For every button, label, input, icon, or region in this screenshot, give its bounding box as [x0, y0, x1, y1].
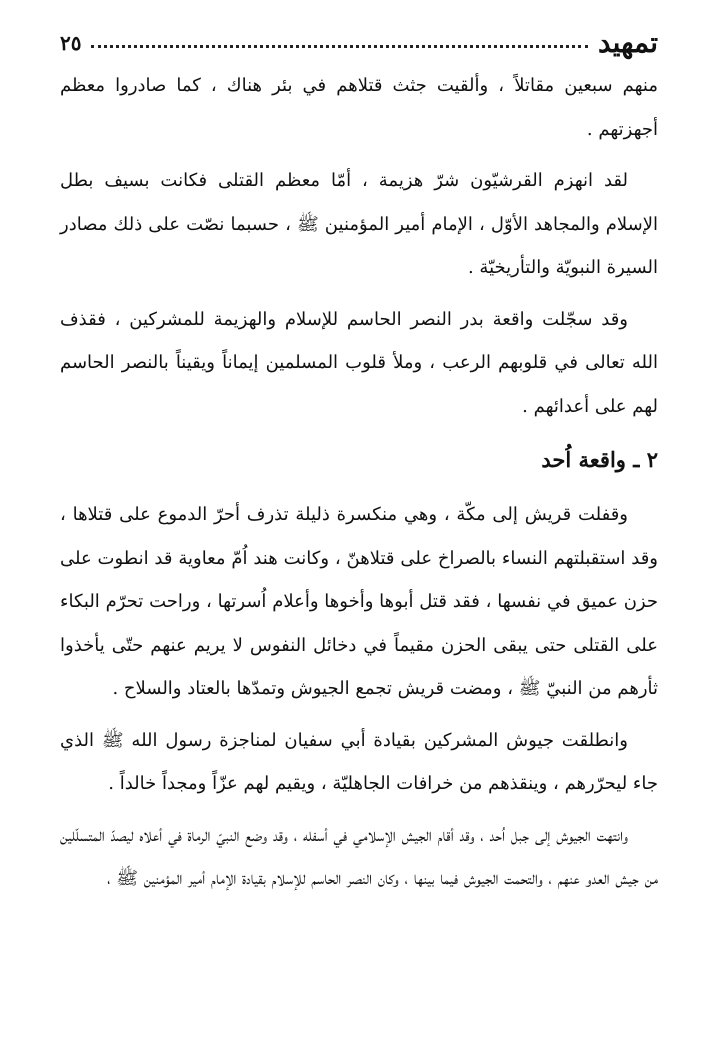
paragraph: منهم سبعين مقاتلاً ، وألقيت جثث قتلاهم في بئر هناك ، كما صادروا معظم أجهزتهم . [60, 75, 658, 140]
dotted-leader [91, 45, 587, 48]
paragraph: وانطلقت جيوش المشركين بقيادة أبي سفيان لمناجزة رسول الله ﷺ الذي جاء ليحرّرهم ، وينقذهم من خرافات الجاهليّة ، ويقيم لهم عزّاً ومجداً خالداً . [60, 729, 658, 794]
paragraph: وقفلت قريش إلى مكّة ، وهي منكسرة ذليلة تذرف أحرّ الدموع على قتلاها ، وقد استقبلتهم النساء بالصراخ على قتلاهنّ ، وكانت هند اُمّ معاوية قد انطوت على حزن عميق في نفسها ، فقد قتل أبوها وأخوها وأعلام اُسرتها ، وراحت تحرّم البكاء على القتلى حتى يبقى الحزن مقيماً في دخائل النفوس لا يريم عنهم حتّى يأخذوا ثأرهم من النبيّ ﷺ ، ومضت قريش تجمع الجيوش وتمدّها بالعتاد والسلاح . [60, 504, 658, 699]
page-number: ٢٥ [60, 31, 82, 55]
section-heading: ٢ ـ واقعة اُحد [541, 447, 658, 472]
paragraph: وانتهت الجيوش إلى جبل اُحد ، وقد أقام الجيش الإسلامي في أسفله ، وقد وضع النبيّ الرماة في أعلاه ليصدّ المتسلّلين من جيش العدو عنهم ، والتحمت الجيوش فيما بينها ، وكان النصر الحاسم للإسلام بقيادة الإمام أمير المؤمنين ﷺ ، [60, 824, 658, 889]
paragraph: لقد انهزم القرشيّون شرّ هزيمة ، أمّا معظم القتلى فكانت بسيف بطل الإسلام والمجاهد الأوّل ، الإمام أمير المؤمنين ﷺ ، حسبما نصّت على ذلك مصادر السيرة النبويّة والتأريخيّة . [60, 170, 658, 278]
book-page [60, 22, 658, 901]
paragraph: وقد سجّلت واقعة بدر النصر الحاسم للإسلام والهزيمة للمشركين ، فقذف الله تعالى في قلوبهم الرعب ، وملأ قلوب المسلمين إيماناً ويقيناً بالنصر الحاسم لهم على أعدائهم . [60, 308, 658, 417]
running-title: تمهيد [597, 26, 658, 59]
running-head [60, 22, 658, 64]
